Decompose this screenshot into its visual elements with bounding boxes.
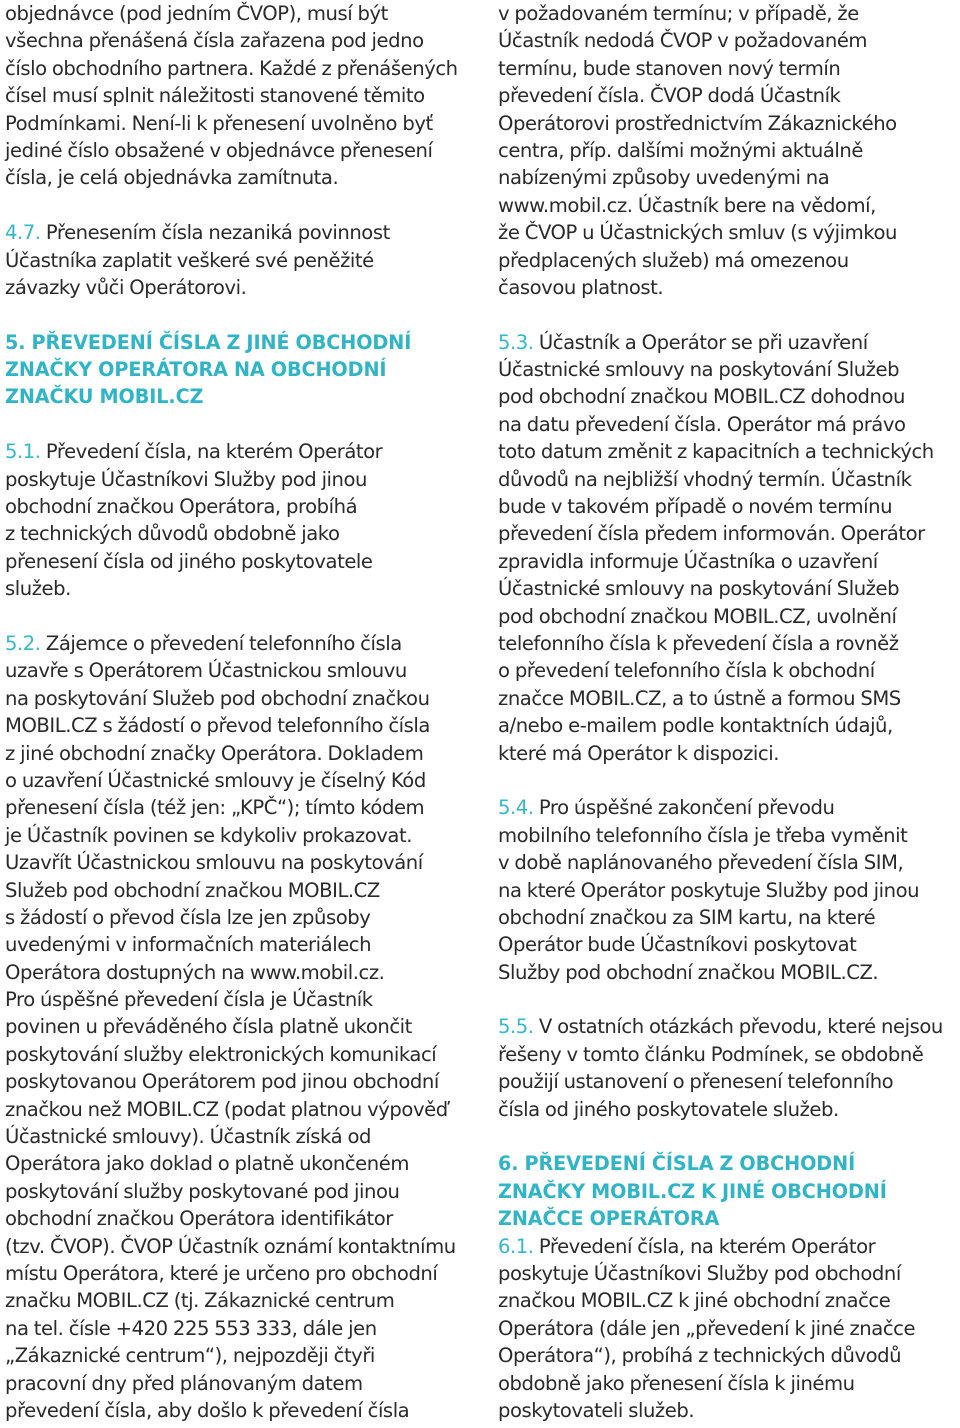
text-line: na tel. čísle +420 225 553 333, dále jen [5,1316,377,1340]
clause-number: 5.3. [498,330,534,354]
text-line: číslo obchodního partnera. Každé z přenášených [5,56,458,80]
text-line: o uzavření Účastnické smlouvy je číselný Kód [5,768,426,792]
text-line: Pro úspěšné převedení čísla je Účastník [5,988,373,1012]
text-line: v požadovaném termínu; v případě, že [498,2,859,25]
text-line: předplacených služeb) má omezenou [498,248,849,272]
right-column [498,0,960,1424]
text-line: bude v takovém případě o novém termínu [498,495,893,519]
text-line: z jiné obchodní značky Operátora. Dokladem [5,741,424,765]
text-line: mobilního telefonního čísla je třeba vyměnit [498,823,908,847]
text-line: Účastníka zaplatit veškeré své peněžité [5,248,374,272]
clause-text: Pro úspěšné zakončení převodu [538,796,835,820]
heading-line: ZNAČKY MOBIL.CZ K JINÉ OBCHODNÍ [498,1179,887,1203]
paragraph-gap [5,411,475,438]
clause-text: Převedení čísla, na kterém Operátor [538,1234,876,1258]
text-line: v době naplánovaného převedení čísla SIM, [498,851,904,875]
text-line: poskytovanou Operátorem pod jinou obchodní [5,1070,439,1094]
paragraph [498,1013,960,1123]
paragraph-gap [498,301,960,328]
text-line: použijí ustanovení o přenesení telefonního [498,1070,894,1094]
text-line [5,438,475,465]
paragraph-gap [5,192,475,219]
text-line: Účastnické smlouvy na poskytování Služeb [498,358,900,382]
text-line: obchodní značkou za SIM kartu, na které [498,905,876,929]
text-line: uvedenými v informačních materiálech [5,933,372,957]
text-line: Uzavřít Účastnickou smlouvu na poskytování [5,851,423,875]
text-line: převedení čísla. ČVOP dodá Účastník [498,84,841,108]
paragraph-gap [5,301,475,328]
paragraph-gap [498,986,960,1013]
text-line: centra, příp. dalšími možnými aktuálně [498,138,863,162]
text-line: převedení čísla, aby došlo k převedení čísla [5,1398,410,1422]
text-line: obdobně jako přenesení čísla k jinému [498,1371,855,1395]
text-line: čísel musí splnit náležitosti stanovené těmito [5,84,425,108]
text-line: z technických důvodů obdobně jako [5,522,340,546]
text-line: časovou platnost. [498,275,664,299]
text-line: Operátorovi prostřednictvím Zákaznického [498,111,897,135]
text-line: na datu převedení čísla. Operátor má právo [498,412,906,436]
text-line: Operátora (dále jen „převedení k jiné značce [498,1316,916,1340]
text-line: poskytuje Účastníkovi Služby pod jinou [5,467,368,491]
text-line: MOBIL.CZ s žádostí o převod telefonního čísla [5,714,430,738]
text-line: obchodní značkou Operátora identifikátor [5,1207,393,1231]
text-line: značce MOBIL.CZ, a to ústně a formou SMS [498,686,901,710]
text-line: pod obchodní značkou MOBIL.CZ, uvolnění [498,604,897,628]
text-line: Operátora dostupných na www.mobil.cz. [5,960,385,984]
text-line: poskytování služby poskytované pod jinou [5,1179,400,1203]
text-line: značkou než MOBIL.CZ (podat platnou výpověď [5,1097,448,1121]
text-line: Podmínkami. Není-li k přenesení uvolněno byť [5,111,433,135]
text-line: poskytovateli služeb. [498,1398,695,1422]
clause-text: V ostatních otázkách převodu, které nejsou [538,1015,943,1039]
text-line: nabízenými způsoby uvedenými na [498,166,830,190]
text-line [498,329,960,356]
paragraph [498,329,960,767]
heading-line: 6. PŘEVEDENÍ ČÍSLA Z OBCHODNÍ [498,1152,856,1176]
text-line: přenesení čísla od jiného poskytovatele [5,549,373,573]
text-line: Služeb pod obchodní značkou MOBIL.CZ [5,878,380,902]
section-heading [5,329,475,411]
text-line: řešeny v tomto článku Podmínek, se obdobně [498,1042,924,1066]
paragraph-gap [498,767,960,794]
section-heading [498,1150,960,1232]
text-line [498,1233,960,1260]
text-line: s žádostí o převod čísla lze jen způsoby [5,905,371,929]
text-line: důvodů na nejbližší vhodný termín. Účastník [498,467,912,491]
text-line: které má Operátor k dispozici. [498,741,780,765]
text-line [5,630,475,657]
paragraph-gap [5,603,475,630]
text-line: Účastník nedodá ČVOP v požadovaném [498,29,868,53]
paragraph [5,630,475,1424]
clause-number: 6.1. [498,1234,534,1258]
text-line: je Účastník povinen se kdykoliv prokazovat. [5,823,412,847]
text-line: obchodní značkou Operátora, probíhá [5,495,358,519]
text-line [5,219,475,246]
text-line: o převedení telefonního čísla k obchodní [498,659,875,683]
clause-number: 5.5. [498,1015,534,1039]
text-line: čísla, je celá objednávka zamítnuta. [5,166,339,190]
text-line: Účastnické smlouvy). Účastník získá od [5,1125,371,1149]
clause-number: 5.2. [5,631,41,655]
paragraph [498,1233,960,1425]
text-line: závazky vůči Operátorovi. [5,275,247,299]
clause-text: Přenesením čísla nezaniká povinnost [45,221,390,245]
clause-text: Účastník a Operátor se při uzavření [538,330,868,354]
text-line: na poskytování Služeb pod obchodní značkou [5,686,430,710]
text-line: poskytování služby elektronických komunikací [5,1042,437,1066]
text-line: telefonního čísla k převedení čísla a rovněž [498,631,899,655]
clause-number: 4.7. [5,221,41,245]
text-line [498,794,960,821]
text-line: pracovní dny před plánovaným datem [5,1371,363,1395]
text-line: na které Operátor poskytuje Služby pod jinou [498,878,920,902]
paragraph-gap [498,1123,960,1150]
text-line: www.mobil.cz. Účastník bere na vědomí, [498,193,876,217]
text-line: (tzv. ČVOP). ČVOP Účastník oznámí kontaktnímu [5,1234,456,1258]
text-line: přenesení čísla (též jen: „KPČ“); tímto kódem [5,796,425,820]
heading-line: 5. PŘEVEDENÍ ČÍSLA Z JINÉ OBCHODNÍ [5,330,412,354]
clause-text: Zájemce o převedení telefonního čísla [45,631,402,655]
text-line: Účastnické smlouvy na poskytování Služeb [498,577,900,601]
paragraph [5,0,475,192]
text-line: jediné číslo obsažené v objednávce přenesení [5,138,433,162]
text-line: místu Operátora, které je určeno pro obchodní [5,1261,438,1285]
text-line: všechna přenášená čísla zařazena pod jedno [5,29,424,53]
text-line: zpravidla informuje Účastníka o uzavření [498,549,878,573]
text-line: toto datum změnit z kapacitních a technických [498,440,934,464]
clause-number: 5.4. [498,796,534,820]
text-line: čísla od jiného poskytovatele služeb. [498,1097,839,1121]
text-line: převedení čísla předem informován. Operátor [498,522,925,546]
text-line: Operátor bude Účastníkovi poskytovat [498,933,857,957]
text-line: Operátora jako doklad o platně ukončeném [5,1152,409,1176]
text-line: termínu, bude stanoven nový termín [498,56,841,80]
paragraph [498,0,960,301]
text-line: pod obchodní značkou MOBIL.CZ dohodnou [498,385,906,409]
text-line: Služby pod obchodní značkou MOBIL.CZ. [498,960,879,984]
paragraph [498,794,960,986]
text-line: povinen u převáděného čísla platně ukončit [5,1015,412,1039]
paragraph [5,438,475,602]
text-line: uzavře s Operátorem Účastnickou smlouvu [5,659,407,683]
clause-text: Převedení čísla, na kterém Operátor [45,440,383,464]
text-line: značkou MOBIL.CZ k jiné obchodní značce [498,1289,891,1313]
heading-line: ZNAČCE OPERÁTORA [498,1207,720,1231]
heading-line: ZNAČKU MOBIL.CZ [5,385,204,409]
text-line: poskytuje Účastníkovi Služby pod obchodní [498,1261,901,1285]
text-line: Operátora“), probíhá z technických důvodů [498,1344,902,1368]
paragraph [5,219,475,301]
heading-line: ZNAČKY OPERÁTORA NA OBCHODNÍ [5,358,387,382]
text-line [498,1013,960,1040]
text-line: že ČVOP u Účastnických smluv (s výjimkou [498,221,898,245]
clause-number: 5.1. [5,440,41,464]
text-line: „Zákaznické centrum“), nejpozději čtyři [5,1344,375,1368]
text-line: objednávce (pod jedním ČVOP), musí být [5,2,388,25]
left-column [5,0,475,1424]
text-line: značku MOBIL.CZ (tj. Zákaznické centrum [5,1289,395,1313]
text-line: služeb. [5,577,71,601]
text-line: a/nebo e-mailem podle kontaktních údajů, [498,714,893,738]
